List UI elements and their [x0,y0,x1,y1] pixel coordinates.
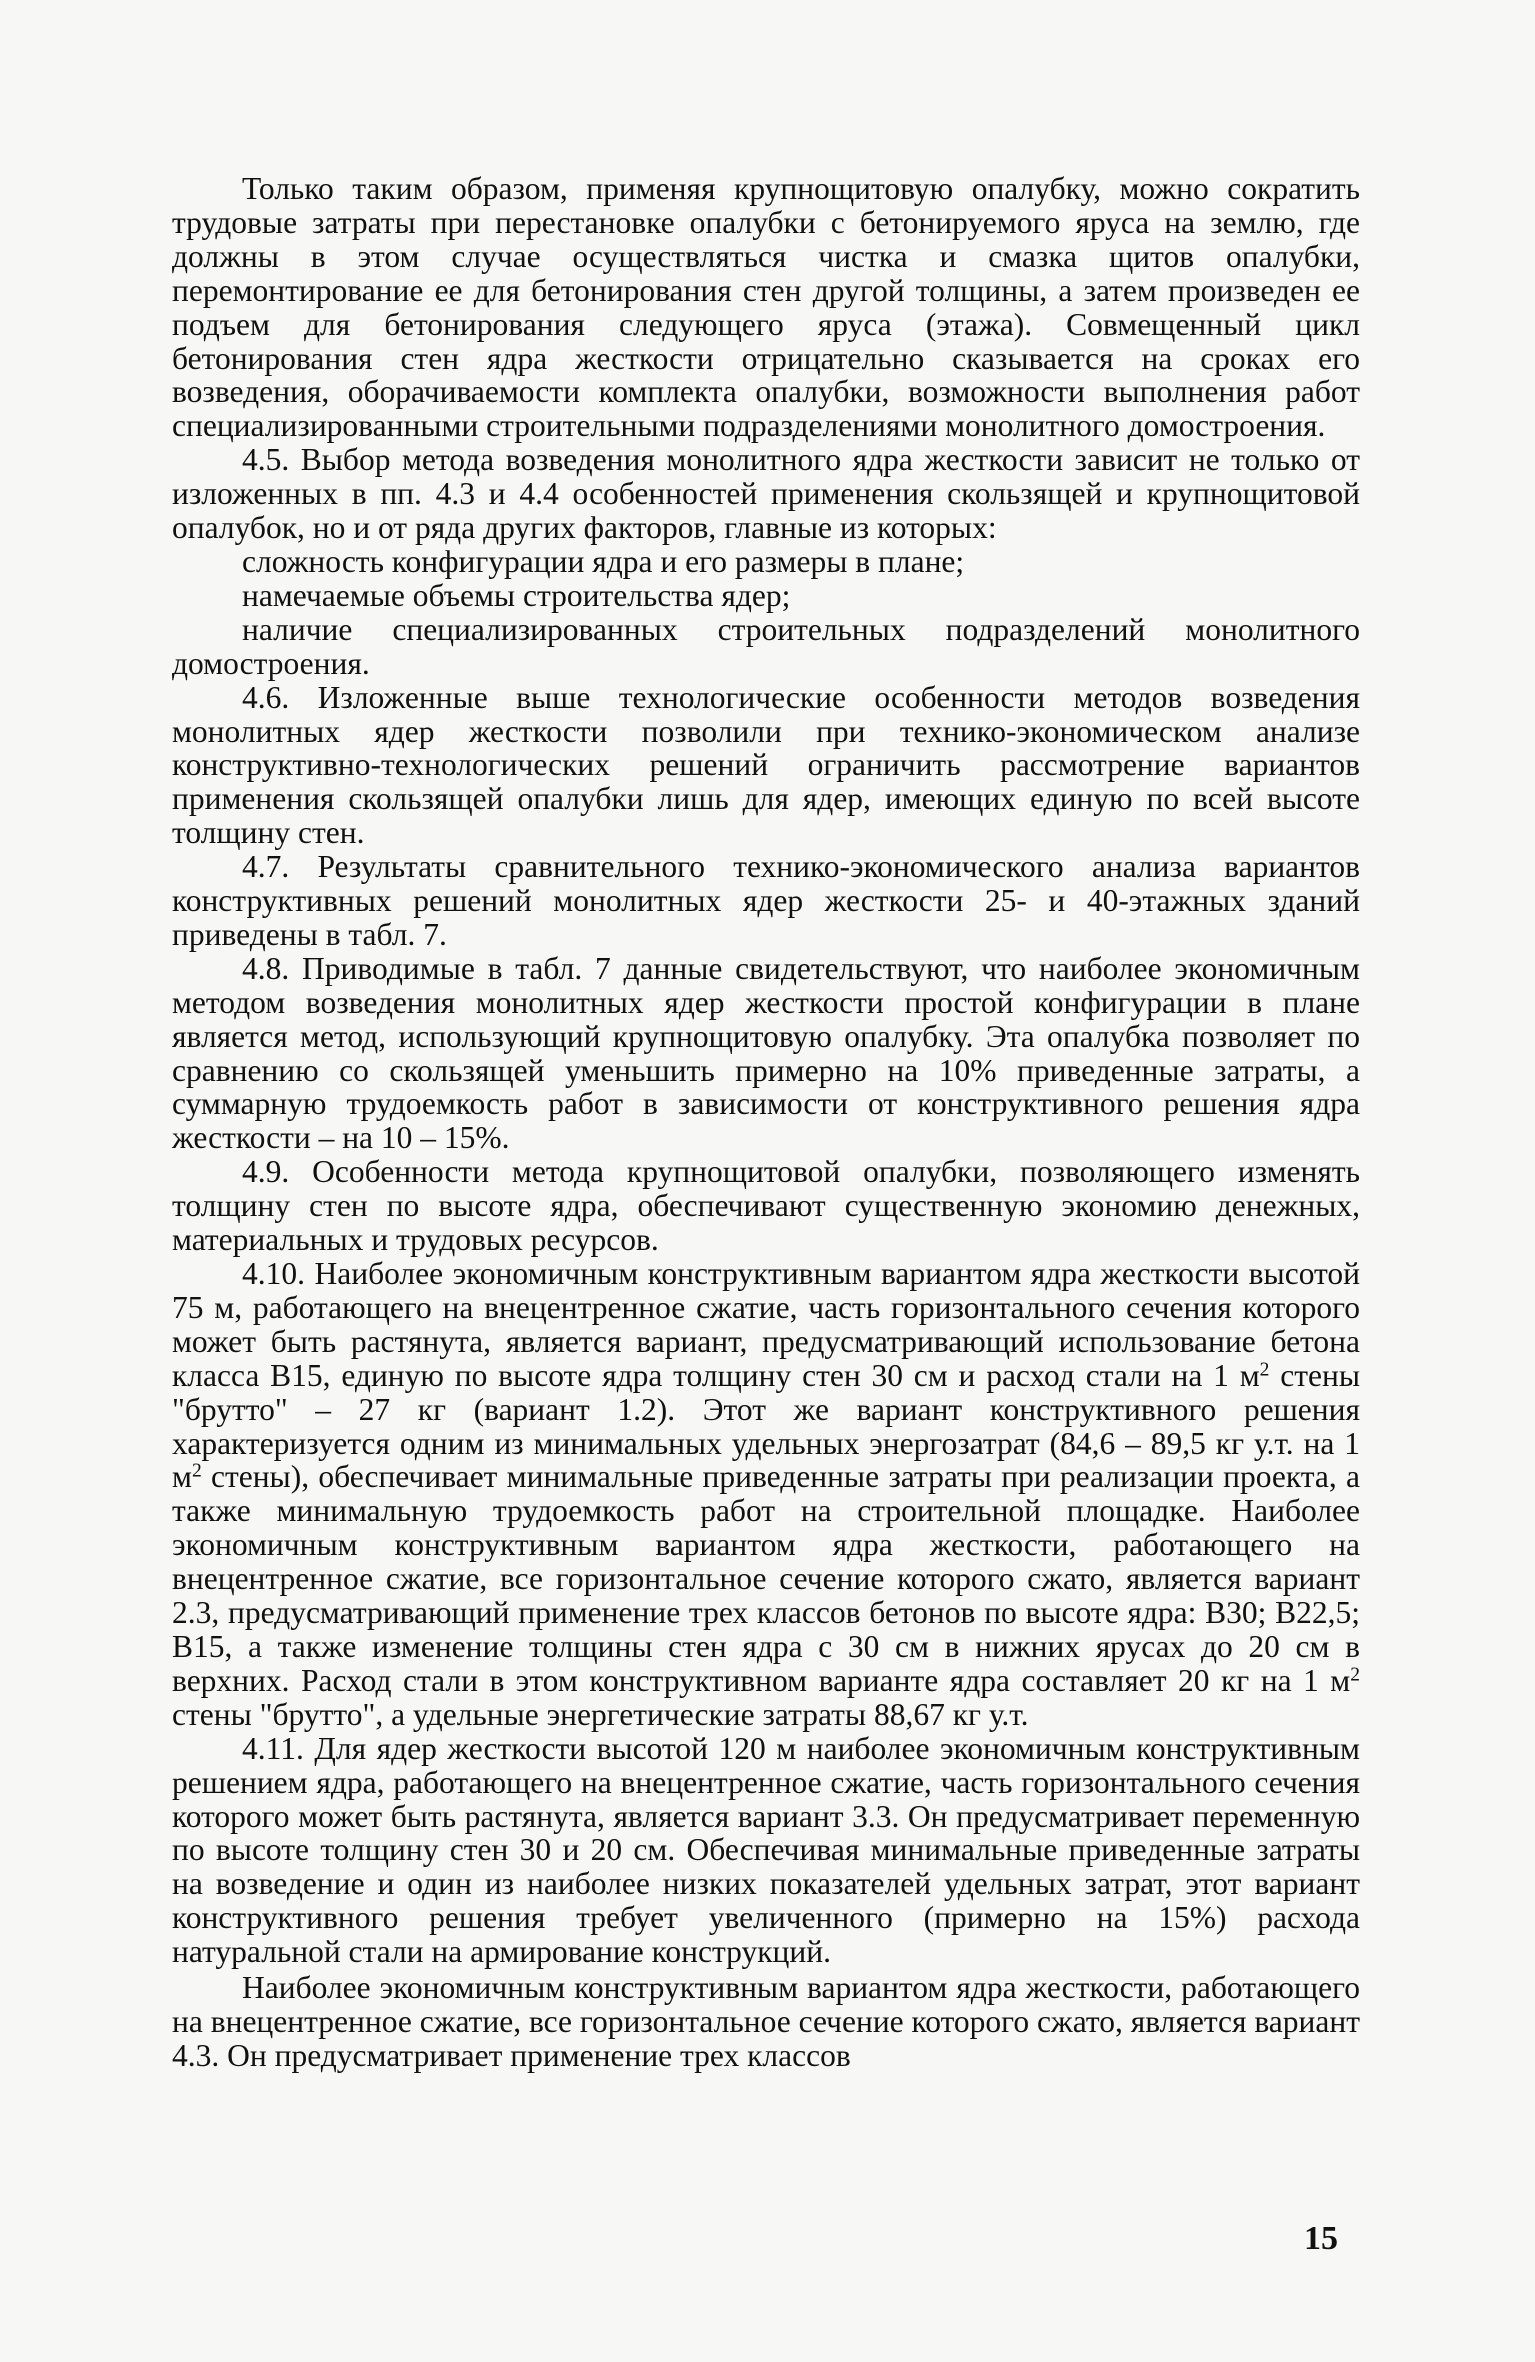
paragraph-4-10-part-c: стены), обеспечивает минимальные приведенные затраты при реализации проекта, а также минимальную трудоемкость работ на строительной площадке. Наиболее экономичным конструктивным вариантом ядра жесткости, работающего на внецентренное сжатие, все горизонтальное сечение которого сжато, является вариант 2.3, предусматривающий применение трех классов бетонов по высоте ядра: В30; В22,5; В15, а также изменение толщины стен ядра с 30 см в нижних ярусах до 20 см в верхних. Расход стали в этом конструктивном варианте ядра составляет 20 кг на 1 м [172,1459,1360,1698]
paragraph-4-11: 4.11. Для ядер жесткости высотой 120 м наиболее экономичным конструктивным решением ядра, работающего на внецентренное сжатие, часть горизонтального сечения которого может быть растянута, является вариант 3.3. Он предусматривает переменную по высоте толщину стен 30 и 20 см. Обеспечивая минимальные приведенные затраты на возведение и один из наиболее низких показателей удельных затрат, этот вариант конструктивного решения требует увеличенного (примерно на 15%) расхода натуральной стали на армирование конструкций. [172,1730,1360,1970]
paragraph-4-10-part-b: стены "брутто" – 27 кг (вариант 1.2). Этот же вариант конструктивного решения характеризуется одним из минимальных удельных энергозатрат (84,6 – 89,5 кг у.т. на 1 м [172,1357,1361,1495]
page-body [172,172,1360,2073]
list-item-subdivisions: наличие специализированных строительных подразделений монолитного домостроения. [172,611,1360,681]
paragraph-4-7: 4.7. Результаты сравнительного технико-экономического анализа вариантов конструктивных решений монолитных ядер жесткости 25- и 40-этажных зданий приведены в табл. 7. [172,849,1360,952]
paragraph-final: Наиболее экономичным конструктивным вариантом ядра жесткости, работающего на внецентренное сжатие, все горизонтальное сечение которого сжато, является вариант 4.3. Он предусматривает применение трех классов [172,1970,1360,2073]
paragraph-4-8: 4.8. Приводимые в табл. 7 данные свидетельствуют, что наиболее экономичным методом возведения монолитных ядер жесткости простой конфигурации в плане является метод, использующий крупнощитовую опалубку. Эта опалубка позволяет по сравнению со скользящей уменьшить примерно на 10% приведенные затраты, а суммарную трудоемкость работ в зависимости от конструктивного решения ядра жесткости – на 10 – 15%. [172,950,1360,1156]
page-number: 15 [1304,2220,1338,2257]
superscript-squared: 2 [191,1460,202,1482]
paragraph-4-10 [172,1257,1360,1732]
paragraph-intro: Только таким образом, применяя крупнощитовую опалубку, можно сократить трудовые затраты при перестановке опалубки с бетонируемого яруса на землю, где должны в этом случае осуществляться чистка и смазка щитов опалубки, перемонтирование ее для бетонирования стен другой толщины, а затем произведен ее подъем для бетонирования следующего яруса (этажа). Совмещенный цикл бетонирования стен ядра жесткости отрицательно сказывается на сроках его возведения, оборачиваемости комплекта опалубки, возможности выполнения работ специализированными строительными подразделениями монолитного домостроения. [172,171,1360,444]
paragraph-4-9: 4.9. Особенности метода крупнощитовой опалубки, позволяющего изменять толщину стен по высоте ядра, обеспечивают существенную экономию денежных, материальных и трудовых ресурсов. [172,1154,1360,1258]
paragraph-4-6: 4.6. Изложенные выше технологические особенности методов возведения монолитных ядер жесткости позволили при технико-экономическом анализе конструктивно-технологических решений ограничить рассмотрение вариантов применения скользящей опалубки лишь для ядер, имеющих единую по всей высоте толщину стен. [172,679,1360,851]
superscript-squared: 2 [1350,1664,1360,1686]
paragraph-4-10-part-d: стены "брутто", а удельные энергетические затраты 88,67 кг у.т. [172,1696,1029,1732]
paragraph-4-5: 4.5. Выбор метода возведения монолитного ядра жесткости зависит не только от изложенных в пп. 4.3 и 4.4 особенностей применения скользящей и крупнощитовой опалубок, но и от ряда других факторов, главные из которых: [172,442,1360,546]
paragraph-4-10-part-a: 4.10. Наиболее экономичным конструктивным вариантом ядра жесткости высотой 75 м, работающего на внецентренное сжатие, часть горизонтального сечения которого может быть растянута, является вариант, предусматривающий использование бетона класса В15, единую по высоте ядра толщину стен 30 см и расход стали на 1 м [172,1256,1360,1393]
list-item-volumes: намечаемые объемы строительства ядер; [242,577,791,613]
list-item-configuration: сложность конфигурации ядра и его размеры в плане; [242,543,965,579]
superscript-squared: 2 [1259,1358,1270,1380]
